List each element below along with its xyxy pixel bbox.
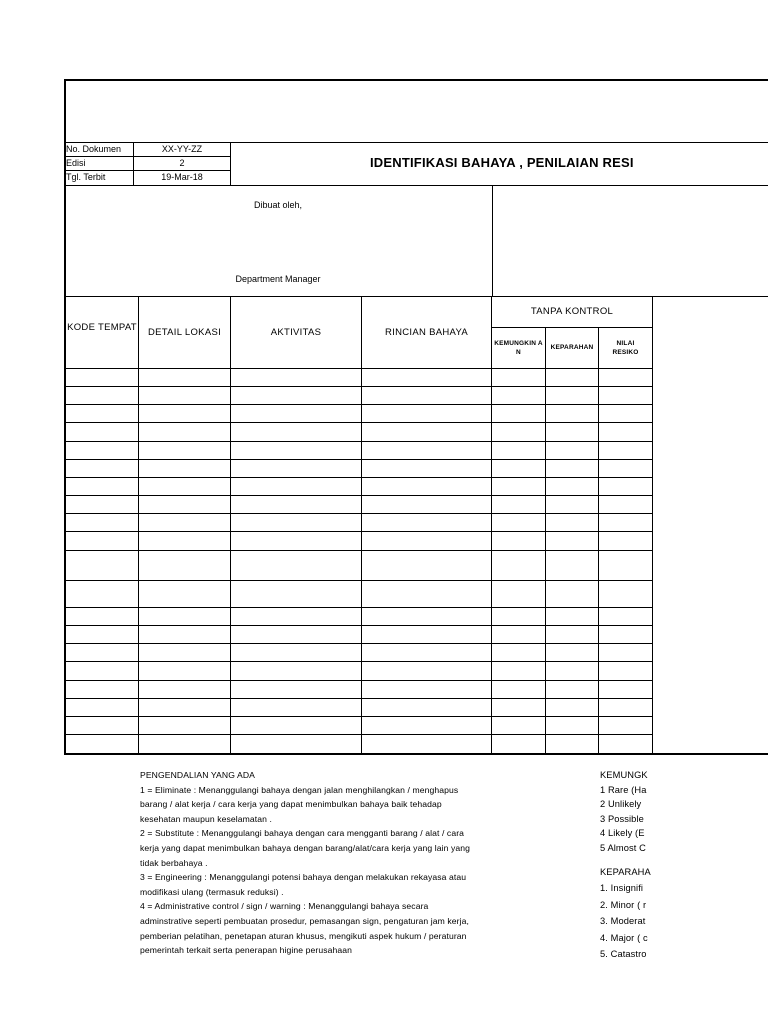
pengendalian-line: 2 = Substitute : Menanggulangi bahaya dengan cara mengganti barang / alat / cara xyxy=(140,828,465,839)
doc-info-row-line xyxy=(64,156,230,157)
pengendalian-line: kerja yang dapat menimbulkan bahaya dengan barang/alat/cara kerja yang lain yang xyxy=(140,842,471,853)
table-row-line xyxy=(64,698,652,699)
table-col-line xyxy=(230,296,231,755)
no-dokumen-value: XX-YY-ZZ xyxy=(161,144,203,154)
pengendalian-line: adminstrative seperti pembuatan prosedur, pemasangan sign, pengaturan jam kerja, xyxy=(140,915,470,926)
table-row-line xyxy=(64,495,652,496)
table-row-line xyxy=(64,734,652,735)
tgl-terbit-value: 19-Mar-18 xyxy=(161,172,203,182)
pengendalian-line: pemerintah terkait serta penerapan higine perusahaan xyxy=(140,945,353,956)
pengendalian-line: pemberian pelatihan, penetapan aturan khusus, mengikuti aspek hukum / peraturan xyxy=(140,930,467,941)
header-nilai-resiko: NILAI RESIKO xyxy=(612,340,639,356)
pengendalian-line: 4 = Administrative control / sign / warning : Menanggulangi bahaya secara xyxy=(140,901,429,912)
pengendalian-line: 1 = Eliminate : Menanggulangi bahaya dengan jalan menghilangkan / menghapus xyxy=(140,784,459,795)
header-divider xyxy=(64,142,768,143)
header-aktivitas: AKTIVITAS xyxy=(270,327,322,338)
edisi-value: 2 xyxy=(179,158,185,168)
header-kode-tempat: KODE TEMPAT xyxy=(67,322,137,333)
table-row-line xyxy=(64,625,652,626)
header-detail-lokasi: DETAIL LOKASI xyxy=(147,327,222,338)
kemungkinan-item: 4 Likely (E xyxy=(600,828,645,839)
table-row-line xyxy=(64,580,652,581)
signature-bottom-divider xyxy=(64,296,768,297)
table-col-line xyxy=(598,327,599,755)
table-row-line xyxy=(64,661,652,662)
edisi-label: Edisi xyxy=(66,158,86,168)
pengendalian-line: tidak berbahaya . xyxy=(140,857,208,868)
pengendalian-line: 3 = Engineering : Menanggulangi potensi bahaya dengan melakukan rekayasa atau xyxy=(140,872,467,883)
table-row-line xyxy=(64,422,652,423)
keparahan-item: 1. Insignifi xyxy=(600,883,644,894)
kemungkinan-heading: KEMUNGK xyxy=(600,770,648,780)
table-row-line xyxy=(64,386,652,387)
pengendalian-section xyxy=(140,768,560,958)
keparahan-legend xyxy=(600,864,768,962)
kemungkinan-item: 3 Possible xyxy=(600,813,644,824)
pengendalian-heading: PENGENDALIAN YANG ADA xyxy=(140,770,255,780)
dibuat-oleh-label: Dibuat oleh, xyxy=(253,200,303,210)
table-row-line xyxy=(64,441,652,442)
pengendalian-line: kesehatan maupun keselamatan . xyxy=(140,813,272,824)
table-col-line xyxy=(545,327,546,755)
keparahan-item: 2. Minor ( r xyxy=(600,899,647,910)
table-col-line xyxy=(652,296,653,755)
kemungkinan-item: 2 Unlikely xyxy=(600,799,642,810)
header-kemungkinan: KEMUNGKIN AN xyxy=(494,340,543,356)
table-row-line xyxy=(64,531,652,532)
tgl-terbit-label: Tgl. Terbit xyxy=(66,172,106,182)
page-title: IDENTIFIKASI BAHAYA , PENILAIAN RESI xyxy=(370,155,634,170)
table-row-line xyxy=(64,459,652,460)
table-row-line xyxy=(64,404,652,405)
keparahan-item: 4. Major ( c xyxy=(600,932,648,943)
table-row-line xyxy=(64,680,652,681)
signature-col-line xyxy=(492,185,493,296)
header-keparahan: KEPARAHAN xyxy=(550,344,594,351)
table-row-line xyxy=(64,368,652,369)
keparahan-item: 5. Catastro xyxy=(600,949,647,960)
table-row-line xyxy=(64,607,652,608)
pengendalian-line: barang / alat kerja / cara kerja yang dapat menimbulkan bahaya baik tehadap xyxy=(140,799,442,810)
table-row-line xyxy=(64,550,652,551)
department-manager-label: Department Manager xyxy=(235,274,321,284)
table-col-line xyxy=(361,296,362,755)
table-col-line xyxy=(138,296,139,755)
table-row-line xyxy=(64,513,652,514)
table-row-line xyxy=(64,716,652,717)
kemungkinan-legend xyxy=(600,768,768,856)
doc-info-col-line xyxy=(230,142,231,185)
kemungkinan-item: 5 Almost C xyxy=(600,842,646,853)
table-row-line xyxy=(64,477,652,478)
keparahan-item: 3. Moderat xyxy=(600,916,646,927)
keparahan-heading: KEPARAHA xyxy=(600,867,651,877)
header-rincian-bahaya: RINCIAN BAHAYA xyxy=(384,327,469,338)
doc-info-row-line xyxy=(64,170,230,171)
kemungkinan-item: 1 Rare (Ha xyxy=(600,784,647,795)
table-row-line xyxy=(64,643,652,644)
pengendalian-line: modifikasi ulang (termasuk reduksi) . xyxy=(140,886,284,897)
no-dokumen-label: No. Dokumen xyxy=(66,144,122,154)
header-tanpa-kontrol: TANPA KONTROL xyxy=(530,306,614,317)
title-bottom-divider xyxy=(64,185,768,186)
tanpa-kontrol-divider xyxy=(491,327,652,328)
table-col-line xyxy=(491,296,492,755)
